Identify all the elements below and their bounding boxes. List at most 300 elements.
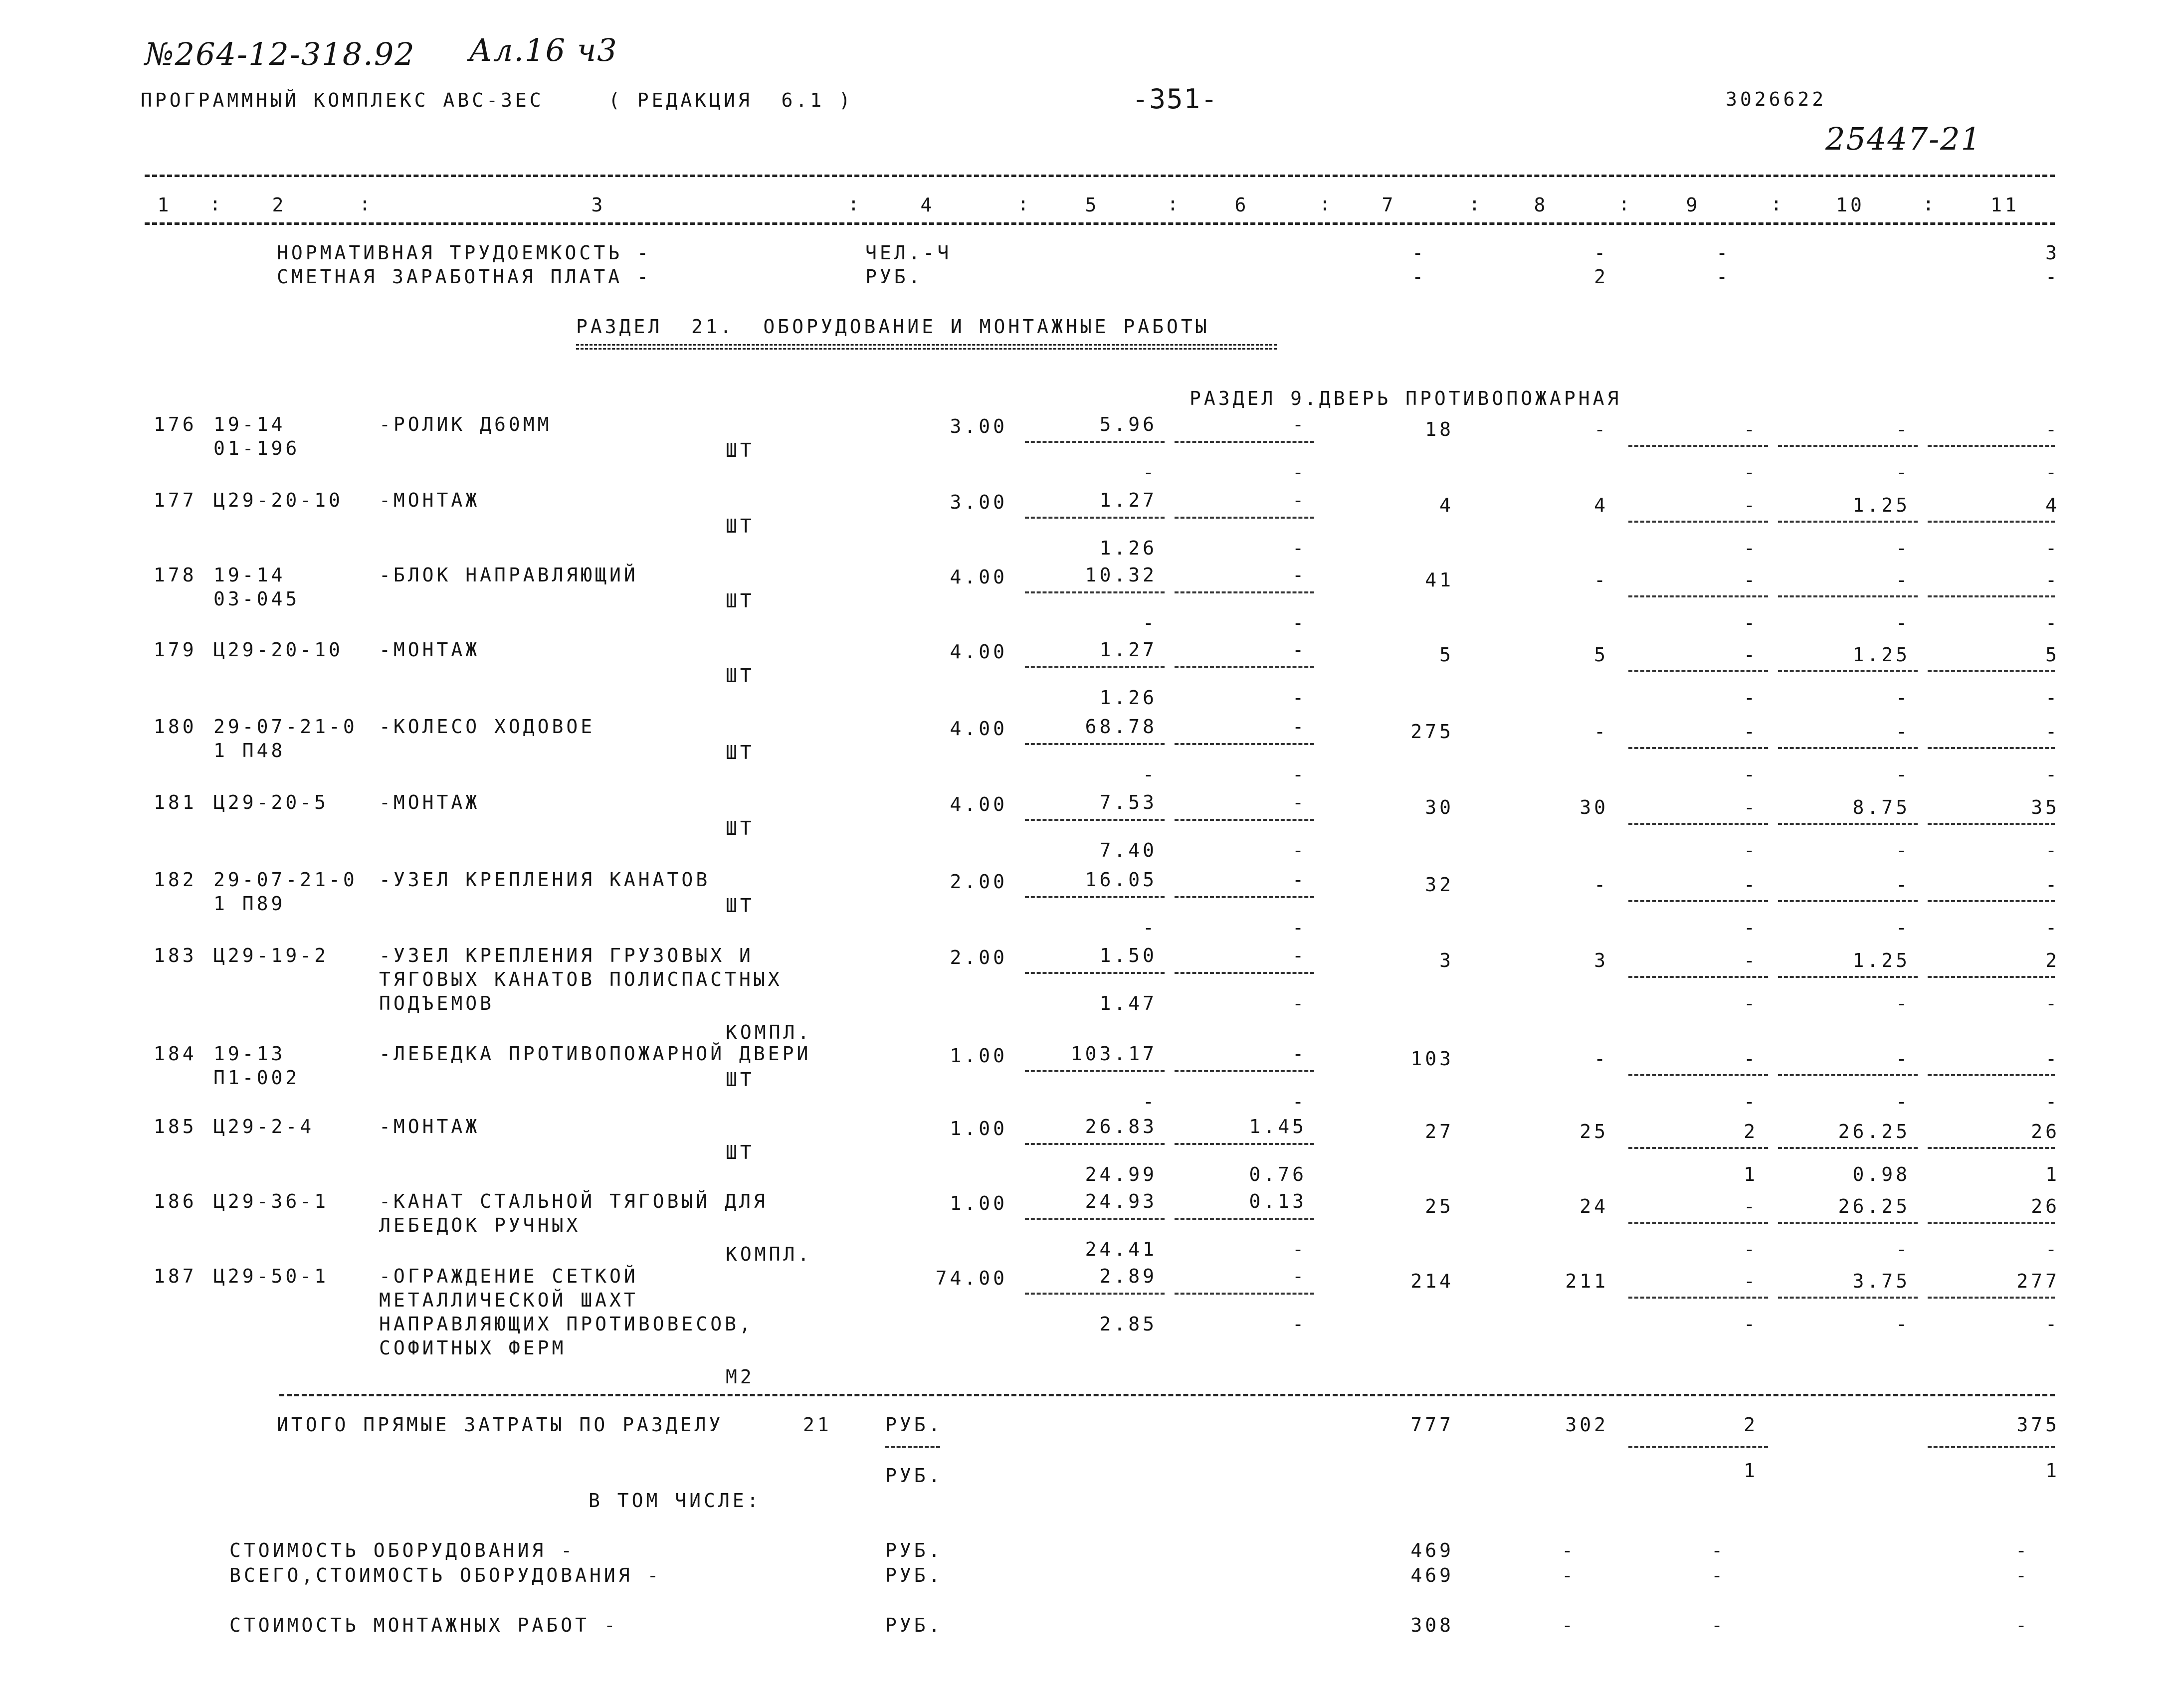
- row-price-wage: -: [1292, 791, 1307, 813]
- row-col10: 1.25: [1852, 494, 1910, 516]
- column-number-11: 11: [1990, 194, 2019, 216]
- row-col9: -: [1744, 1048, 1758, 1070]
- totals-unit: РУБ.: [885, 1414, 943, 1436]
- row-quantity: 74.00: [935, 1267, 1007, 1289]
- section-title: РАЗДЕЛ 21. ОБОРУДОВАНИЕ И МОНТАЖНЫЕ РАБОТЫ: [576, 316, 1210, 338]
- price-divider: [1175, 896, 1314, 898]
- labor-divider: [1628, 445, 1768, 447]
- row-price-wage: -: [1292, 639, 1307, 661]
- row-col10: 8.75: [1852, 796, 1910, 818]
- row-code: Ц29-20-10: [213, 489, 343, 511]
- row-quantity: 2.00: [950, 947, 1007, 968]
- row-cost-total: 4: [1439, 494, 1454, 516]
- row-col10-bottom: -: [1896, 612, 1910, 634]
- row-code: П1-002: [213, 1067, 300, 1089]
- column-separator: :: [1017, 193, 1032, 215]
- labor-divider: [1778, 521, 1918, 523]
- price-divider: [1025, 972, 1165, 974]
- row-price-machine-wage: -: [1292, 1238, 1307, 1260]
- page-number: -351-: [1132, 83, 1218, 115]
- cost-col7: 308: [1410, 1614, 1454, 1636]
- price-divider: [1025, 517, 1165, 519]
- labor-divider: [1928, 823, 2055, 825]
- row-price-machine: -: [1143, 461, 1157, 483]
- row-col10: 3.75: [1852, 1270, 1910, 1292]
- row-col10: -: [1896, 569, 1910, 591]
- row-number: 177: [154, 489, 197, 511]
- totals-divider: [1628, 1446, 1768, 1448]
- labor-divider: [1778, 1222, 1918, 1224]
- document-id: 3026622: [1726, 88, 1827, 110]
- row-col11: -: [2045, 721, 2060, 743]
- cost-col8: -: [1562, 1564, 1576, 1586]
- row-col9-bottom: -: [1744, 1238, 1758, 1260]
- row-number: 176: [154, 413, 197, 435]
- row-col9: -: [1744, 796, 1758, 818]
- row-col11: 277: [2016, 1270, 2060, 1292]
- summary-col9: -: [1716, 242, 1731, 264]
- row-description: -МОНТАЖ: [379, 791, 480, 813]
- row-price-total: 1.50: [1099, 945, 1157, 966]
- row-col9: -: [1744, 874, 1758, 896]
- cost-col8: -: [1562, 1614, 1576, 1636]
- row-col11: 26: [2031, 1121, 2060, 1142]
- labor-divider: [1628, 1222, 1768, 1224]
- labor-divider: [1928, 747, 2055, 749]
- row-price-total: 7.53: [1099, 791, 1157, 813]
- row-col9-bottom: 1: [1744, 1163, 1758, 1185]
- row-cost-wage: -: [1594, 418, 1608, 440]
- row-col11-bottom: -: [2045, 1238, 2060, 1260]
- row-col11: -: [2045, 569, 2060, 591]
- row-cost-wage: 24: [1580, 1195, 1608, 1217]
- row-col9-bottom: -: [1744, 917, 1758, 939]
- price-divider: [1175, 972, 1314, 974]
- cost-unit: РУБ.: [885, 1539, 943, 1561]
- row-col11-bottom: -: [2045, 839, 2060, 861]
- row-number: 181: [154, 791, 197, 813]
- totals-col9: 2: [1744, 1414, 1758, 1436]
- column-separator: :: [1167, 193, 1182, 215]
- totals-including: В ТОМ ЧИСЛЕ:: [589, 1490, 762, 1512]
- price-divider: [1025, 666, 1165, 668]
- row-quantity: 4.00: [950, 718, 1007, 740]
- column-separator: :: [1771, 193, 1785, 215]
- row-col10-bottom: -: [1896, 461, 1910, 483]
- row-description: -МОНТАЖ: [379, 1116, 480, 1138]
- row-price-machine-wage: -: [1292, 1091, 1307, 1113]
- row-cost-total: 30: [1425, 796, 1454, 818]
- row-col10: 1.25: [1852, 949, 1910, 971]
- column-separator: :: [1618, 193, 1633, 215]
- row-price-machine: 1.47: [1099, 992, 1157, 1014]
- summary-col8: -: [1594, 242, 1608, 264]
- row-quantity: 1.00: [950, 1045, 1007, 1067]
- row-cost-total: 41: [1425, 569, 1454, 591]
- cost-label: ВСЕГО,СТОИМОСТЬ ОБОРУДОВАНИЯ -: [229, 1564, 662, 1586]
- row-col10-bottom: -: [1896, 537, 1910, 559]
- row-col9-bottom: -: [1744, 1091, 1758, 1113]
- row-price-machine-wage: -: [1292, 917, 1307, 939]
- totals-unit-bottom: РУБ.: [885, 1465, 943, 1487]
- price-divider: [1175, 1293, 1314, 1295]
- row-col11: -: [2045, 418, 2060, 440]
- section-title-underline: [576, 344, 1277, 350]
- row-price-machine: -: [1143, 612, 1157, 634]
- row-price-total: 16.05: [1085, 869, 1157, 891]
- row-price-machine-wage: -: [1292, 763, 1307, 785]
- column-number-9: 9: [1686, 194, 1701, 216]
- cost-unit: РУБ.: [885, 1614, 943, 1636]
- totals-col11-bottom: 1: [2045, 1460, 2060, 1482]
- row-quantity: 4.00: [950, 566, 1007, 588]
- row-cost-wage: 25: [1580, 1121, 1608, 1142]
- labor-divider: [1928, 976, 2055, 978]
- column-number-7: 7: [1382, 194, 1396, 216]
- labor-divider: [1778, 1074, 1918, 1076]
- row-price-machine-wage: -: [1292, 612, 1307, 634]
- row-col11-bottom: -: [2045, 992, 2060, 1014]
- row-description: -КОЛЕСО ХОДОВОЕ: [379, 716, 595, 738]
- labor-divider: [1628, 670, 1768, 672]
- row-cost-wage: 211: [1565, 1270, 1608, 1292]
- row-col10: 1.25: [1852, 644, 1910, 666]
- price-divider: [1175, 1070, 1314, 1072]
- price-divider: [1025, 896, 1165, 898]
- totals-rule: [279, 1394, 2055, 1396]
- labor-divider: [1628, 1074, 1768, 1076]
- row-col10-bottom: -: [1896, 1091, 1910, 1113]
- row-number: 182: [154, 869, 197, 891]
- summary-col11: -: [2045, 266, 2060, 288]
- labor-divider: [1928, 595, 2055, 597]
- row-price-machine: -: [1143, 1091, 1157, 1113]
- row-col9-bottom: -: [1744, 839, 1758, 861]
- summary-col7: -: [1412, 242, 1426, 264]
- row-price-machine: 2.85: [1099, 1313, 1157, 1335]
- program-name: ПРОГРАММНЫЙ КОМПЛЕКС АВС-ЗЕС: [141, 89, 544, 111]
- row-unit: М2: [726, 1366, 755, 1388]
- row-col10-bottom: -: [1896, 1313, 1910, 1335]
- cost-col11: -: [2015, 1614, 2030, 1636]
- row-col10-bottom: -: [1896, 917, 1910, 939]
- price-divider: [1175, 517, 1314, 519]
- row-code: 19-14: [213, 413, 286, 435]
- row-col11-bottom: -: [2045, 763, 2060, 785]
- column-separator: :: [359, 193, 374, 215]
- row-cost-total: 5: [1439, 644, 1454, 666]
- summary-col9: -: [1716, 266, 1731, 288]
- row-unit: КОМПЛ.: [726, 1021, 812, 1043]
- labor-divider: [1928, 1222, 2055, 1224]
- row-col9-bottom: -: [1744, 537, 1758, 559]
- row-col9-bottom: -: [1744, 687, 1758, 709]
- row-code: 1 П48: [213, 740, 286, 761]
- labor-divider: [1928, 521, 2055, 523]
- labor-divider: [1778, 670, 1918, 672]
- labor-divider: [1628, 900, 1768, 902]
- price-divider: [1025, 1293, 1165, 1295]
- row-description: -УЗЕЛ КРЕПЛЕНИЯ КАНАТОВ: [379, 869, 711, 891]
- row-quantity: 4.00: [950, 641, 1007, 663]
- row-col10-bottom: -: [1896, 839, 1910, 861]
- row-col9: -: [1744, 494, 1758, 516]
- row-price-machine: 24.99: [1085, 1163, 1157, 1185]
- row-quantity: 1.00: [950, 1118, 1007, 1139]
- column-separator: :: [848, 193, 862, 215]
- row-code: Ц29-19-2: [213, 945, 329, 966]
- row-price-total: 5.96: [1099, 413, 1157, 435]
- labor-divider: [1628, 1147, 1768, 1149]
- labor-divider: [1778, 900, 1918, 902]
- row-price-machine: -: [1143, 763, 1157, 785]
- price-divider: [1175, 441, 1314, 443]
- program-edition: ( РЕДАКЦИЯ 6.1 ): [608, 89, 853, 111]
- column-number-4: 4: [920, 194, 935, 216]
- column-separator: :: [1923, 193, 1937, 215]
- cost-unit: РУБ.: [885, 1564, 943, 1586]
- summary-label: НОРМАТИВНАЯ ТРУДОЕМКОСТЬ -: [277, 242, 651, 264]
- cost-col11: -: [2015, 1539, 2030, 1561]
- totals-divider: [1928, 1446, 2055, 1448]
- row-code: Ц29-36-1: [213, 1190, 329, 1212]
- row-code: Ц29-20-5: [213, 791, 329, 813]
- column-number-2: 2: [272, 194, 287, 216]
- row-price-wage: -: [1292, 489, 1307, 511]
- cost-col9: -: [1711, 1564, 1726, 1586]
- cost-col9: -: [1711, 1539, 1726, 1561]
- row-price-machine-wage: -: [1292, 537, 1307, 559]
- row-cost-total: 25: [1425, 1195, 1454, 1217]
- row-description: -МОНТАЖ: [379, 639, 480, 661]
- row-unit: ШТ: [726, 665, 755, 687]
- row-col11: 2: [2045, 949, 2060, 971]
- summary-col7: -: [1412, 266, 1426, 288]
- row-price-total: 26.83: [1085, 1116, 1157, 1138]
- row-code: 1 П89: [213, 893, 286, 915]
- row-code: 29-07-21-0: [213, 869, 358, 891]
- row-col9: 2: [1744, 1121, 1758, 1142]
- row-price-total: 2.89: [1099, 1265, 1157, 1287]
- cost-col7: 469: [1410, 1564, 1454, 1586]
- row-cost-wage: -: [1594, 569, 1608, 591]
- row-code: 03-045: [213, 588, 300, 610]
- row-description: -РОЛИК Д60ММ: [379, 413, 552, 435]
- row-col10: -: [1896, 721, 1910, 743]
- row-price-machine: 24.41: [1085, 1238, 1157, 1260]
- labor-divider: [1778, 445, 1918, 447]
- row-cost-wage: 4: [1594, 494, 1608, 516]
- header-rule-bottom: [145, 222, 2055, 225]
- row-number: 185: [154, 1116, 197, 1138]
- row-code: Ц29-2-4: [213, 1116, 315, 1138]
- row-number: 186: [154, 1190, 197, 1212]
- row-price-total: 103.17: [1070, 1043, 1157, 1065]
- row-unit: ШТ: [726, 1069, 755, 1091]
- labor-divider: [1628, 747, 1768, 749]
- row-col11: 26: [2031, 1195, 2060, 1217]
- summary-col11: 3: [2045, 242, 2060, 264]
- labor-divider: [1778, 1147, 1918, 1149]
- row-number: 180: [154, 716, 197, 738]
- row-cost-wage: 30: [1580, 796, 1608, 818]
- row-description: ЛЕБЕДОК РУЧНЫХ: [379, 1214, 581, 1236]
- price-divider: [1175, 591, 1314, 593]
- price-divider: [1175, 666, 1314, 668]
- row-unit: ШТ: [726, 439, 755, 461]
- column-separator: :: [209, 193, 224, 215]
- row-description: -УЗЕЛ КРЕПЛЕНИЯ ГРУЗОВЫХ И: [379, 945, 754, 966]
- row-col11-bottom: -: [2045, 1091, 2060, 1113]
- row-price-machine-wage: -: [1292, 839, 1307, 861]
- subsection-title: РАЗДЕЛ 9.ДВЕРЬ ПРОТИВОПОЖАРНАЯ: [1189, 387, 1622, 409]
- summary-label: СМЕТНАЯ ЗАРАБОТНАЯ ПЛАТА -: [277, 266, 651, 288]
- row-price-machine-wage: 0.76: [1249, 1163, 1307, 1185]
- row-cost-total: 275: [1410, 721, 1454, 743]
- row-unit: КОМПЛ.: [726, 1243, 812, 1265]
- row-col11: -: [2045, 874, 2060, 896]
- row-number: 178: [154, 564, 197, 586]
- row-code: 19-14: [213, 564, 286, 586]
- row-number: 187: [154, 1265, 197, 1287]
- row-description: ПОДЪЕМОВ: [379, 992, 495, 1014]
- cost-label: СТОИМОСТЬ ОБОРУДОВАНИЯ -: [229, 1539, 576, 1561]
- row-price-wage: -: [1292, 413, 1307, 435]
- row-quantity: 1.00: [950, 1192, 1007, 1214]
- row-col10: -: [1896, 1048, 1910, 1070]
- row-number: 184: [154, 1043, 197, 1065]
- row-price-machine: 1.26: [1099, 687, 1157, 709]
- column-number-8: 8: [1534, 194, 1549, 216]
- row-cost-wage: 5: [1594, 644, 1608, 666]
- labor-divider: [1928, 1297, 2055, 1299]
- row-col10: 26.25: [1838, 1195, 1910, 1217]
- totals-label: ИТОГО ПРЯМЫЕ ЗАТРАТЫ ПО РАЗДЕЛУ: [277, 1414, 724, 1436]
- summary-unit: ЧЕЛ.-Ч: [865, 242, 952, 264]
- price-divider: [1175, 743, 1314, 745]
- totals-col8: 302: [1565, 1414, 1608, 1436]
- row-unit: ШТ: [726, 1141, 755, 1163]
- row-price-wage: -: [1292, 945, 1307, 966]
- price-divider: [1175, 1218, 1314, 1220]
- row-col9: -: [1744, 721, 1758, 743]
- labor-divider: [1778, 1297, 1918, 1299]
- row-unit: ШТ: [726, 590, 755, 612]
- row-price-machine: -: [1143, 917, 1157, 939]
- row-unit: ШТ: [726, 817, 755, 839]
- row-price-wage: -: [1292, 564, 1307, 586]
- row-col9: -: [1744, 1195, 1758, 1217]
- row-code: 01-196: [213, 437, 300, 459]
- row-price-machine-wage: -: [1292, 992, 1307, 1014]
- row-code: Ц29-50-1: [213, 1265, 329, 1287]
- row-description: -МОНТАЖ: [379, 489, 480, 511]
- totals-unit-divider: [885, 1446, 940, 1448]
- row-description: НАПРАВЛЯЮЩИХ ПРОТИВОВЕСОВ,: [379, 1313, 754, 1335]
- row-cost-total: 3: [1439, 949, 1454, 971]
- row-price-wage: -: [1292, 869, 1307, 891]
- header-rule-top: [145, 175, 2055, 177]
- cost-label: СТОИМОСТЬ МОНТАЖНЫХ РАБОТ -: [229, 1614, 618, 1636]
- row-cost-wage: -: [1594, 1048, 1608, 1070]
- row-col9: -: [1744, 1270, 1758, 1292]
- row-col11: 5: [2045, 644, 2060, 666]
- row-col11: 35: [2031, 796, 2060, 818]
- row-col11-bottom: -: [2045, 917, 2060, 939]
- row-cost-wage: -: [1594, 721, 1608, 743]
- row-price-wage: -: [1292, 716, 1307, 738]
- cost-col11: -: [2015, 1564, 2030, 1586]
- row-description: МЕТАЛЛИЧЕСКОЙ ШАХТ: [379, 1289, 638, 1311]
- totals-col11: 375: [2016, 1414, 2060, 1436]
- row-quantity: 3.00: [950, 491, 1007, 513]
- row-col11-bottom: 1: [2045, 1163, 2060, 1185]
- row-col10: -: [1896, 418, 1910, 440]
- column-number-5: 5: [1085, 194, 1100, 216]
- row-col11-bottom: -: [2045, 687, 2060, 709]
- column-separator: :: [1319, 193, 1334, 215]
- labor-divider: [1628, 823, 1768, 825]
- row-col11: -: [2045, 1048, 2060, 1070]
- totals-section: 21: [803, 1414, 832, 1436]
- row-unit: ШТ: [726, 895, 755, 917]
- row-description: ТЯГОВЫХ КАНАТОВ ПОЛИСПАСТНЫХ: [379, 968, 783, 990]
- labor-divider: [1628, 595, 1768, 597]
- price-divider: [1025, 441, 1165, 443]
- totals-col9-bottom: 1: [1744, 1460, 1758, 1482]
- row-unit: ШТ: [726, 515, 755, 537]
- row-price-machine-wage: -: [1292, 461, 1307, 483]
- handwritten-number: 25447-21: [1825, 121, 1982, 157]
- row-description: -БЛОК НАПРАВЛЯЮЩИЙ: [379, 564, 638, 586]
- row-col10-bottom: 0.98: [1852, 1163, 1910, 1185]
- cost-col8: -: [1562, 1539, 1576, 1561]
- row-col9-bottom: -: [1744, 461, 1758, 483]
- row-col11-bottom: -: [2045, 612, 2060, 634]
- row-price-total: 10.32: [1085, 564, 1157, 586]
- handwritten-doc-code: №264-12-318.92: [145, 36, 415, 72]
- row-number: 179: [154, 639, 197, 661]
- row-col9-bottom: -: [1744, 992, 1758, 1014]
- row-col10-bottom: -: [1896, 763, 1910, 785]
- row-price-wage: 1.45: [1249, 1116, 1307, 1138]
- row-price-total: 1.27: [1099, 639, 1157, 661]
- row-quantity: 2.00: [950, 871, 1007, 893]
- row-price-total: 68.78: [1085, 716, 1157, 738]
- price-divider: [1025, 591, 1165, 593]
- labor-divider: [1928, 900, 2055, 902]
- row-price-wage: -: [1292, 1265, 1307, 1287]
- labor-divider: [1778, 595, 1918, 597]
- summary-unit: РУБ.: [865, 266, 923, 288]
- row-col11-bottom: -: [2045, 1313, 2060, 1335]
- labor-divider: [1628, 976, 1768, 978]
- handwritten-album: Ал.16 ч3: [469, 32, 618, 68]
- row-number: 183: [154, 945, 197, 966]
- row-col9: -: [1744, 949, 1758, 971]
- row-quantity: 3.00: [950, 415, 1007, 437]
- row-description: СОФИТНЫХ ФЕРМ: [379, 1337, 567, 1359]
- row-col10: -: [1896, 874, 1910, 896]
- column-number-3: 3: [591, 194, 606, 216]
- labor-divider: [1778, 976, 1918, 978]
- row-col9: -: [1744, 418, 1758, 440]
- row-cost-total: 103: [1410, 1048, 1454, 1070]
- labor-divider: [1928, 1074, 2055, 1076]
- labor-divider: [1628, 1297, 1768, 1299]
- price-divider: [1175, 1143, 1314, 1145]
- row-col9: -: [1744, 644, 1758, 666]
